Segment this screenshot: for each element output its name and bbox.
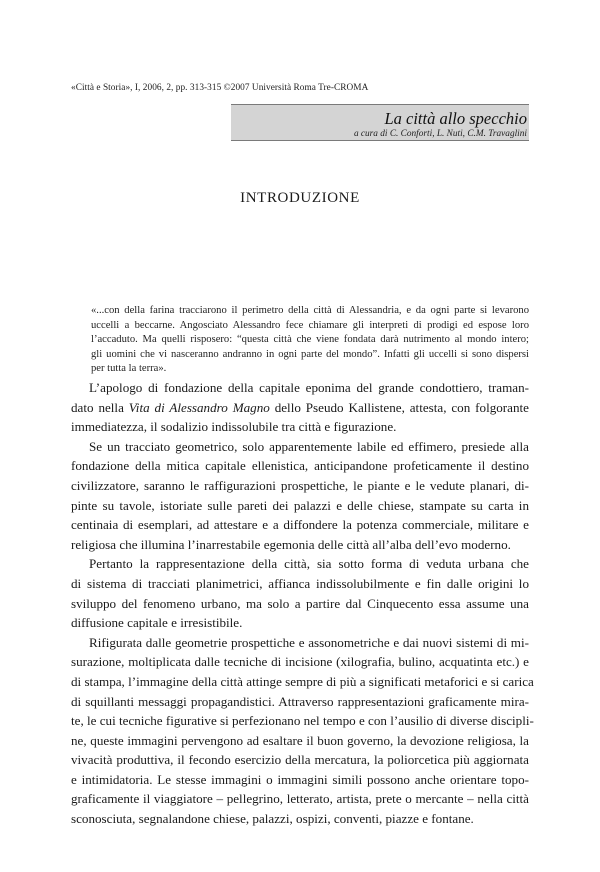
text-run: dato nella xyxy=(71,399,129,415)
epigraph-line: «...con della farina tracciarono il perimetro della città di Alessandria, e da ogni parte si levarono xyxy=(91,305,529,316)
series-editors: a cura di C. Conforti, L. Nuti, C.M. Travaglini xyxy=(353,129,527,139)
paragraph-line: immediatezza, il sodalizio indissolubile tra città e figurazione. xyxy=(71,419,397,435)
epigraph-line: gli uomini che vi nasceranno andranno in ogni parte del mondo”. Infatti gli uccelli si sono dispersi xyxy=(91,348,529,360)
paragraph-line: centinaia di esemplari, ad attestare e a diffondere la potenza commerciale, militare e xyxy=(71,517,529,533)
paragraph-line: Pertanto la rappresentazione della città, sia sotto forma di veduta urbana che xyxy=(89,556,529,572)
paragraph-line: te, le cui tecniche figurative si perfezionano nel tempo e con l’ausilio di diverse discipli- xyxy=(71,713,534,729)
paragraph-line: diffusione capitale e irresistibile. xyxy=(71,615,243,631)
paragraph-line: sconosciuta, segnalandone chiese, palazzi, ospizi, conventi, piazze e fontane. xyxy=(71,811,474,827)
paragraph-line: di sistema di tracciati planimetrici, affianca indissolubilmente e fin dalle origini lo xyxy=(71,575,529,591)
epigraph-line: per tutta la terra». xyxy=(91,363,167,375)
body-text xyxy=(71,378,534,829)
paragraph-line: Se un tracciato geometrico, solo apparentemente labile ed effimero, presiede alla xyxy=(89,438,529,454)
paragraph-line: fondazione della mitica capitale ellenistica, anticipandone profeticamente il destino xyxy=(71,458,529,474)
paragraph-line: sviluppo del fenomeno urbano, ma solo a partire dal Cinquecento essa assume una xyxy=(71,595,529,611)
paragraph-line: religiosa che illumina l’inarrestabile egemonia delle città all’alba dell’evo moderno. xyxy=(71,536,511,552)
text-run: dello Pseudo Kallistene, attesta, con folgorante xyxy=(269,399,529,415)
epigraph-line: uccelli a beccarne. Angosciato Alessandro fece chiamare gli interpreti di prodigi ed espose loro xyxy=(91,319,529,331)
journal-citation: «Città e Storia», I, 2006, 2, pp. 313-315 ©2007 Università Roma Tre-CROMA xyxy=(71,83,369,93)
paragraph-line: e intimidatoria. Le stesse immagini o immagini simili possono anche orientare topo- xyxy=(71,771,529,787)
paragraph-line: ne, queste immagini pervengono ad esaltare il buon governo, la devozione religiosa, la xyxy=(71,732,529,748)
paragraph-line: L’apologo di fondazione della capitale eponima del grande condottiero, traman- xyxy=(89,380,529,395)
chapter-title: INTRODUZIONE xyxy=(240,190,360,206)
paragraph-line xyxy=(71,398,529,418)
paragraph-line: vivacità produttiva, il fecondo esercizio della mercatura, la poliorcetica più aggiornata xyxy=(71,752,529,768)
paragraph-line: di stampa, l’immagine della città attinge sempre di più a significati metaforici e si carica xyxy=(71,673,534,689)
paragraph-line: civilizzatore, saranno le raffigurazioni prospettiche, le piante e le vedute planari, di- xyxy=(71,477,529,493)
paragraph-line: pinte su tavole, istoriate sulle pareti dei palazzi e delle chiese, stampate su carta in xyxy=(71,497,529,513)
paragraph-line: Rifigurata dalle geometrie prospettiche e assonometriche e dai nuovi sistemi di mi- xyxy=(89,634,529,650)
paragraph-line: surazione, moltiplicata dalle tecniche di incisione (xilografia, bulino, acquatinta etc.) e xyxy=(71,654,529,670)
series-header-box xyxy=(231,104,529,141)
paragraph-line: di squillanti messaggi propagandistici. Attraverso rappresentazioni graficamente mira- xyxy=(71,693,529,709)
paragraph-line: graficamente il viaggiatore – pellegrino, letterato, artista, prete o mercante – nella città xyxy=(71,791,529,807)
book-title-italic: Vita di Alessandro Magno xyxy=(128,399,270,415)
epigraph-line: l’accaduto. Ma quelli risposero: “questa città che viene fondata darà nutrimento al mondo intero; xyxy=(91,334,529,346)
epigraph-quote xyxy=(91,304,529,377)
series-title: La città allo specchio xyxy=(384,109,527,128)
